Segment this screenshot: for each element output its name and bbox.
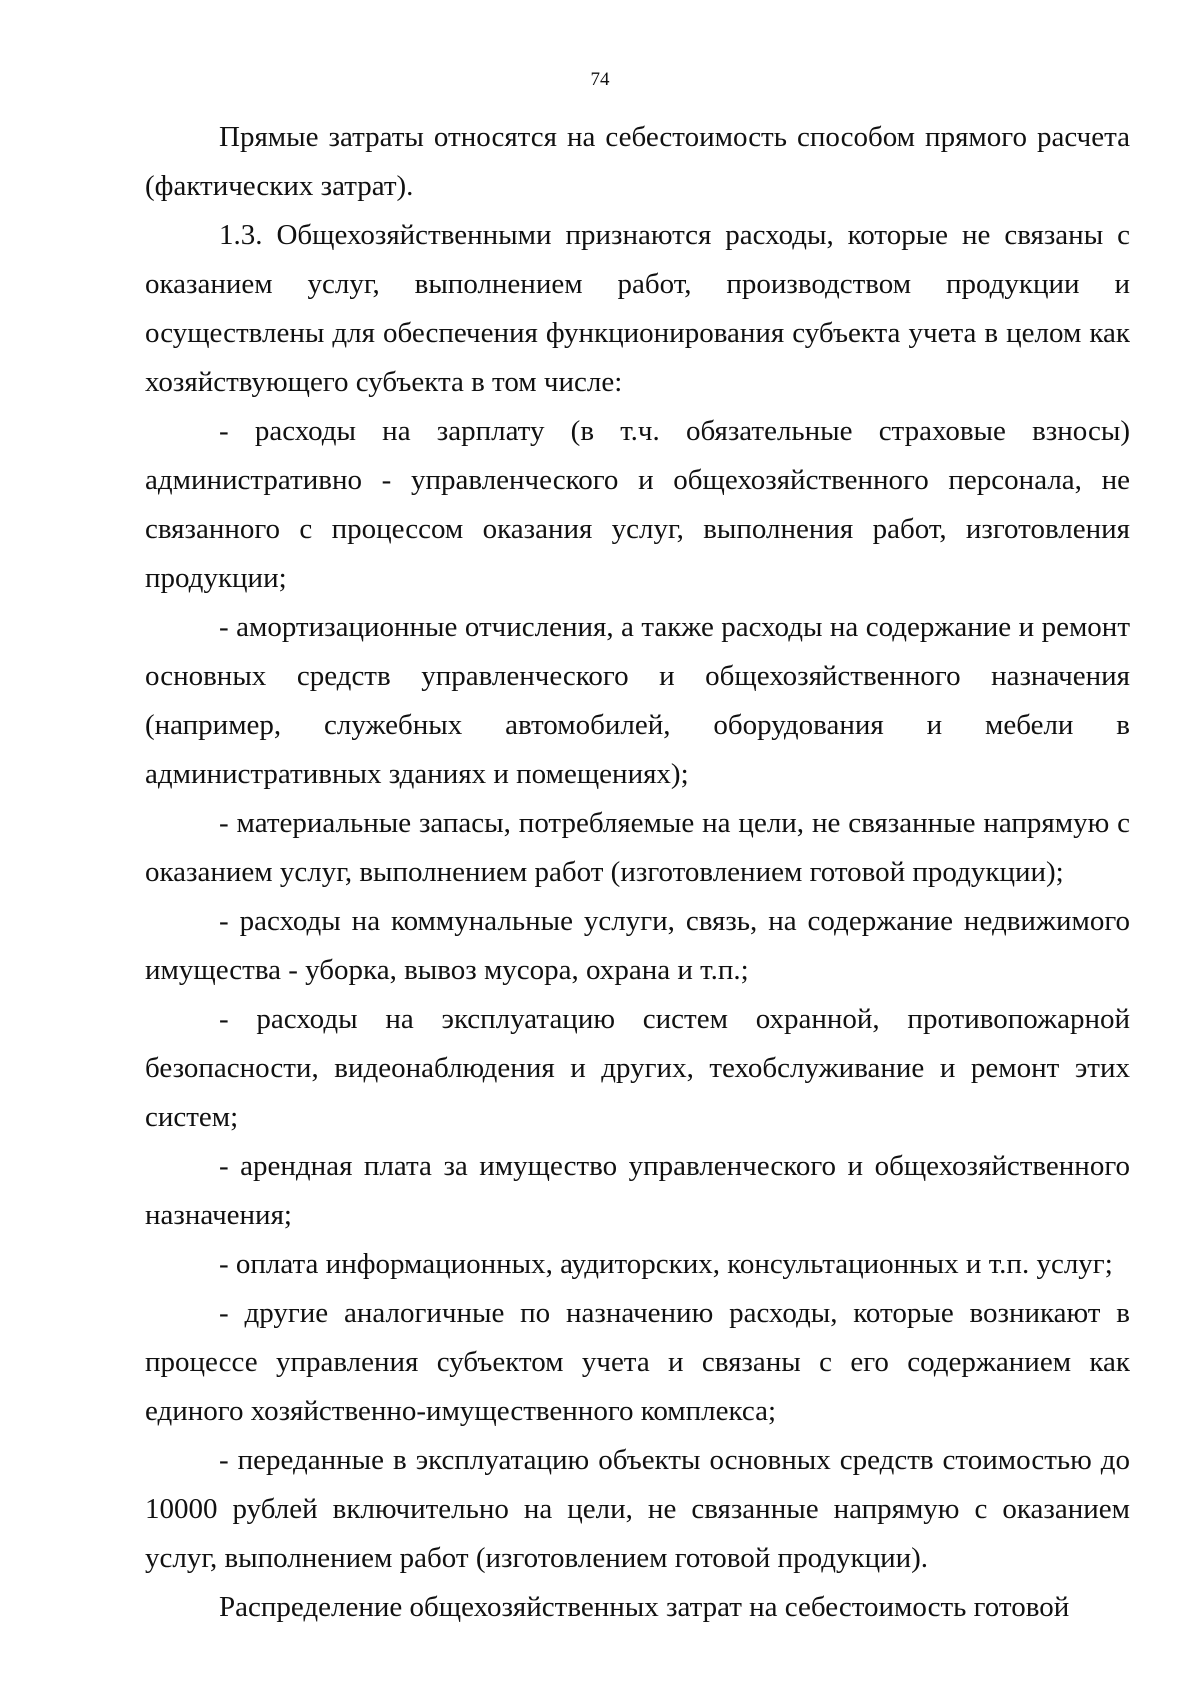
list-item-materials: - материальные запасы, потребляемые на цели, не связанные напрямую с оказанием услуг, выполнением работ (изготовлением готовой продукции); xyxy=(145,807,1130,888)
list-item-services: - оплата информационных, аудиторских, консультационных и т.п. услуг; xyxy=(219,1248,1113,1280)
paragraph-overhead-definition: 1.3. Общехозяйственными признаются расходы, которые не связаны с оказанием услуг, выполнением работ, производством продукции и осуществлены для обеспечения функционирования субъекта учета в целом как хозяйствующего субъекта в том числе: xyxy=(145,219,1130,398)
list-item-depreciation: - амортизационные отчисления, а также расходы на содержание и ремонт основных средств управленческого и общехозяйственного назначения (например, служебных автомобилей, оборудования и мебели в административных зданиях и помещениях); xyxy=(145,611,1130,790)
page-number: 74 xyxy=(590,69,610,90)
list-item-rent: - арендная плата за имущество управленческого и общехозяйственного назначения; xyxy=(145,1150,1130,1231)
paragraph-direct-costs: Прямые затраты относятся на себестоимость способом прямого расчета (фактических затрат). xyxy=(145,121,1130,202)
list-item-fixed-assets: - переданные в эксплуатацию объекты основных средств стоимостью до 10000 рублей включительно на цели, не связанные напрямую с оказанием услуг, выполнением работ (изготовлением готовой продукции). xyxy=(145,1444,1130,1574)
list-item-utilities: - расходы на коммунальные услуги, связь, на содержание недвижимого имущества - уборка, вывоз мусора, охрана и т.п.; xyxy=(145,905,1130,986)
list-item-other-expenses: - другие аналогичные по назначению расходы, которые возникают в процессе управления субъектом учета и связаны с его содержанием как единого хозяйственно-имущественного комплекса; xyxy=(145,1297,1130,1427)
list-item-salary: - расходы на зарплату (в т.ч. обязательные страховые взносы) административно - управленческого и общехозяйственного персонала, не связанного с процессом оказания услуг, выполнения работ, изготовления продукции; xyxy=(145,415,1130,594)
list-item-security-systems: - расходы на эксплуатацию систем охранной, противопожарной безопасности, видеонаблюдения и других, техобслуживание и ремонт этих систем; xyxy=(145,1003,1130,1133)
document-body xyxy=(145,113,1130,1632)
paragraph-distribution: Распределение общехозяйственных затрат на себестоимость готовой xyxy=(219,1591,1070,1623)
